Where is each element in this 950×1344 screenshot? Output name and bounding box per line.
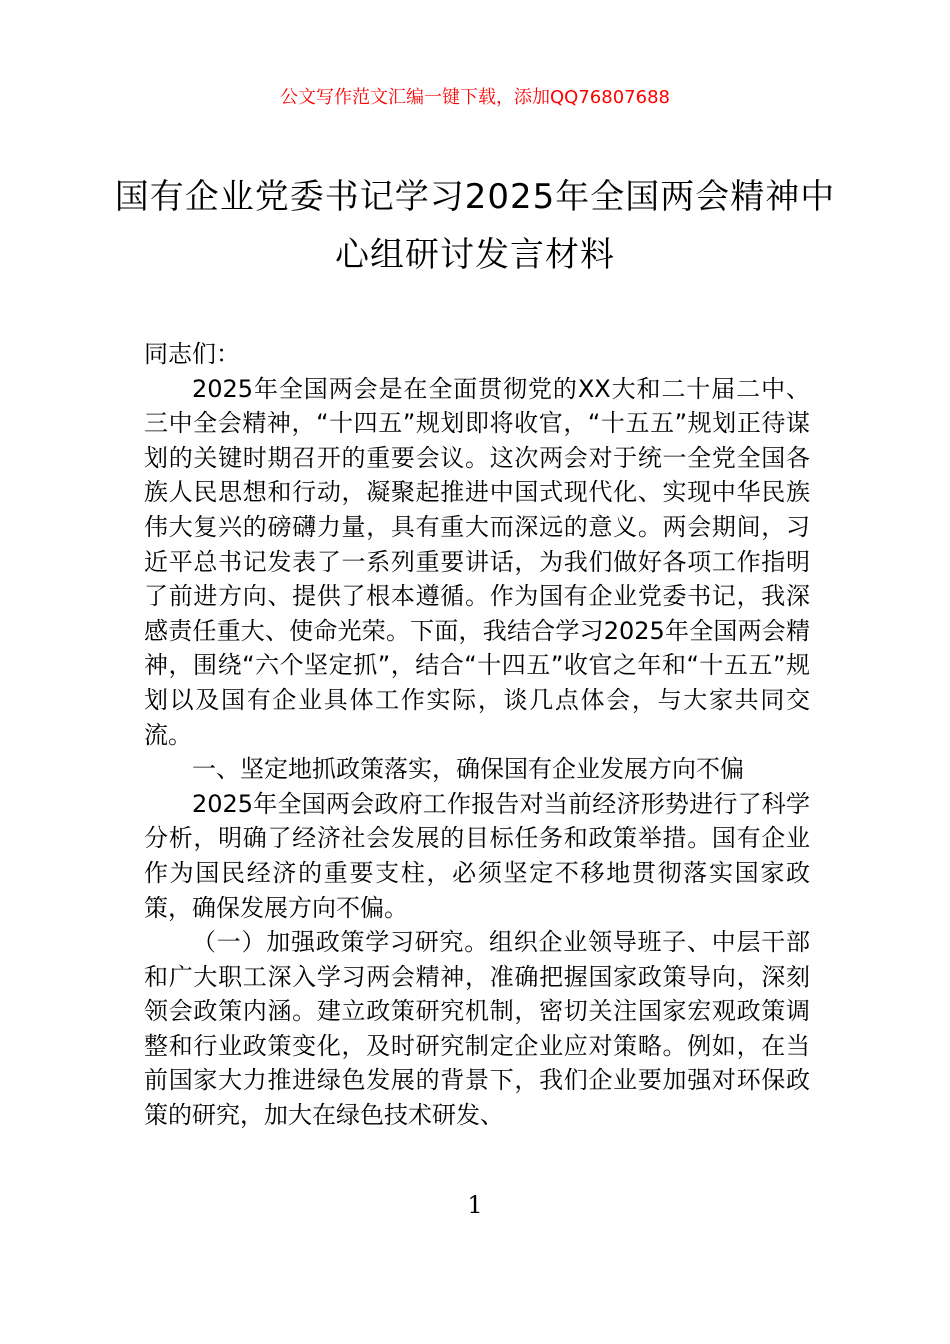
subsection-1-paragraph: （一）加强政策学习研究。组织企业领导班子、中层干部和广大职工深入学习两会精神，准确把握国家政策导向，深刻领会政策内涵。建立政策研究机制，密切关注国家宏观政策调整和行业政策变化，及时研究制定企业应对策略。例如，在当前国家大力推进绿色发展的背景下，我们企业要加强对环保政策的研究，加大在绿色技术研发、: [144, 928, 810, 1130]
salutation: 同志们：: [144, 340, 240, 368]
document-title: 国有企业党委书记学习2025年全国两会精神中心组研讨发言材料: [114, 177, 836, 275]
section-heading-1: 一、坚定地抓政策落实，确保国有企业发展方向不偏: [192, 755, 744, 784]
page-number: 1: [467, 1191, 483, 1219]
document-body: [144, 337, 810, 1133]
header-download-note: 公文写作范文汇编一键下载，添加QQ76807688: [280, 87, 670, 108]
intro-paragraph: 2025年全国两会是在全面贯彻党的XX大和二十届二中、三中全会精神，“十四五”规划即将收官，“十五五”规划正待谋划的关键时期召开的重要会议。这次两会对于统一全党全国各族人民思想和行动，凝聚起推进中国式现代化、实现中华民族伟大复兴的磅礴力量，具有重大而深远的意义。两会期间，习近平总书记发表了一系列重要讲话，为我们做好各项工作指明了前进方向、提供了根本遵循。作为国有企业党委书记，我深感责任重大、使命光荣。下面，我结合学习2025年全国两会精神，围绕“六个坚定抓”，结合“十四五”收官之年和“十五五”规划以及国有企业具体工作实际，谈几点体会，与大家共同交流。: [144, 374, 810, 749]
section-1-paragraph: 2025年全国两会政府工作报告对当前经济形势进行了科学分析，明确了经济社会发展的目标任务和政策举措。国有企业作为国民经济的重要支柱，必须坚定不移地贯彻落实国家政策，确保发展方向不偏。: [144, 789, 810, 922]
